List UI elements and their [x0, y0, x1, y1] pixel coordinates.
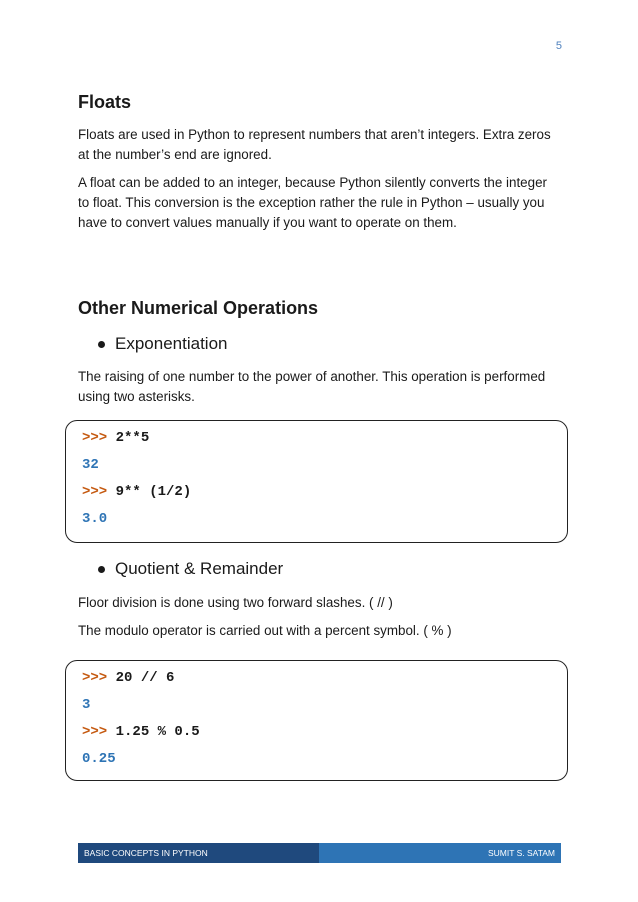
code-command: 2**5: [115, 430, 150, 446]
page-footer: [78, 843, 561, 863]
exponentiation-bullet: [98, 334, 227, 354]
other-operations-heading: Other Numerical Operations: [78, 298, 319, 318]
exponentiation-label: Exponentiation: [115, 334, 228, 353]
code-output: 3: [82, 697, 91, 713]
floats-paragraph-2: A float can be added to an integer, because Python silently converts the integer to float. This conversion is the exception rather the rule in Python – usually you have to convert values manually if you want to operate on them.: [78, 175, 547, 230]
quotient-paragraph-1: Floor division is done using two forward slashes. ( // ): [78, 595, 393, 610]
code-line-3: [82, 724, 200, 740]
code-output: 3.0: [82, 511, 108, 527]
floats-paragraph-1: Floats are used in Python to represent numbers that aren’t integers. Extra zeros at the number’s end are ignored.: [78, 127, 551, 162]
quotient-bullet: [98, 559, 283, 579]
footer-title: BASIC CONCEPTS IN PYTHON: [78, 843, 319, 863]
code-line-1: [82, 430, 149, 446]
page-number: 5: [555, 40, 562, 52]
code-prompt: >>>: [82, 670, 108, 686]
code-command: 1.25 % 0.5: [115, 724, 200, 740]
code-prompt: >>>: [82, 724, 108, 740]
exponentiation-paragraph: The raising of one number to the power of another. This operation is performed using two asterisks.: [78, 369, 546, 404]
exponentiation-code-block: [65, 420, 568, 543]
code-command: 20 // 6: [115, 670, 175, 686]
code-output: 0.25: [82, 751, 116, 767]
footer-author: SUMIT S. SATAM: [319, 843, 561, 863]
code-line-3: [82, 484, 191, 500]
bullet-dot-icon: [98, 566, 105, 573]
code-line-1: [82, 670, 174, 686]
bullet-dot-icon: [98, 341, 105, 348]
quotient-label: Quotient & Remainder: [115, 559, 284, 578]
quotient-code-block: [65, 660, 568, 781]
code-command: 9** (1/2): [115, 484, 192, 500]
quotient-paragraph-2: The modulo operator is carried out with a percent symbol. ( % ): [78, 623, 452, 638]
floats-heading: Floats: [78, 92, 132, 112]
code-prompt: >>>: [82, 484, 108, 500]
code-output: 32: [82, 457, 99, 473]
code-prompt: >>>: [82, 430, 108, 446]
